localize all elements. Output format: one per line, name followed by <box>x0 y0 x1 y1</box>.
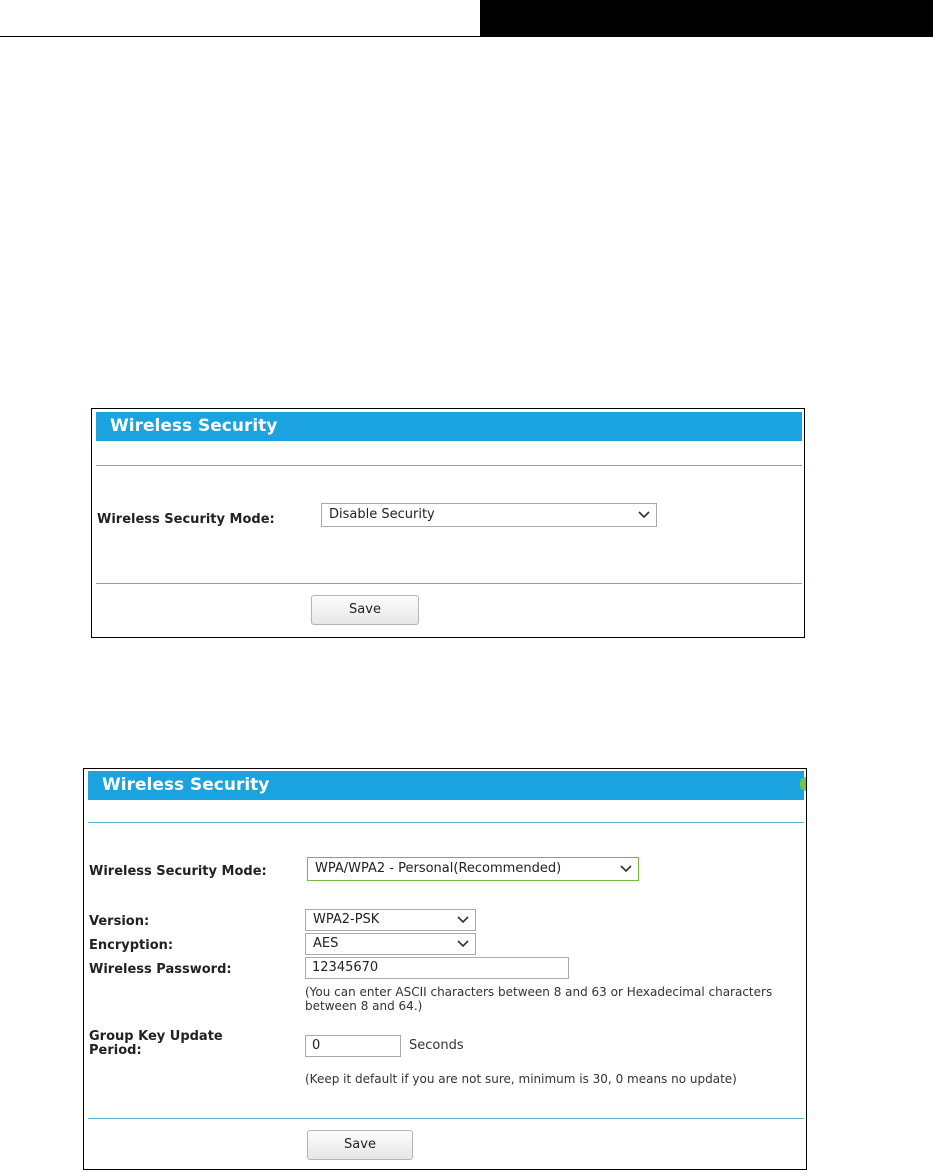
security-mode-value: WPA/WPA2 - Personal(Recommended) <box>315 861 562 876</box>
chevron-down-icon <box>457 938 469 950</box>
group-key-hint: (Keep it default if you are not sure, minimum is 30, 0 means no update) <box>305 1072 737 1086</box>
security-mode-select[interactable] <box>307 857 639 881</box>
group-key-label-line1: Group Key Update <box>89 1029 223 1044</box>
version-label: Version: <box>89 914 150 929</box>
version-value: WPA2-PSK <box>313 912 380 927</box>
version-select[interactable] <box>305 909 476 931</box>
group-key-period-input[interactable]: 0 <box>305 1035 401 1057</box>
security-mode-select[interactable] <box>321 503 657 527</box>
page-header-rule <box>0 36 480 37</box>
encryption-value: AES <box>313 936 339 951</box>
password-hint-line2: between 8 and 64.) <box>305 999 423 1013</box>
password-label: Wireless Password: <box>89 962 232 977</box>
encryption-label: Encryption: <box>89 938 174 953</box>
chevron-down-icon <box>620 863 632 875</box>
save-button[interactable]: Save <box>311 595 419 625</box>
security-mode-label: Wireless Security Mode: <box>89 864 267 879</box>
divider <box>88 822 804 823</box>
divider <box>96 465 802 466</box>
password-hint-line1: (You can enter ASCII characters between 8 and 63 or Hexadecimal characters <box>305 985 773 999</box>
save-button[interactable]: Save <box>307 1130 413 1160</box>
chevron-down-icon <box>457 914 469 926</box>
security-mode-value: Disable Security <box>329 507 435 522</box>
group-key-unit: Seconds <box>409 1038 464 1053</box>
security-mode-label: Wireless Security Mode: <box>97 512 275 527</box>
wireless-security-panel-disabled <box>91 408 805 638</box>
encryption-select[interactable] <box>305 933 476 955</box>
wireless-security-panel-wpa <box>83 768 807 1170</box>
panel-title: Wireless Security <box>96 412 802 441</box>
chevron-down-icon <box>638 509 650 521</box>
scroll-accent-icon <box>800 777 806 791</box>
divider <box>96 583 802 584</box>
group-key-label-line2: Period: <box>89 1043 142 1058</box>
page-header-block <box>480 0 933 37</box>
divider <box>88 1118 804 1119</box>
panel-title: Wireless Security <box>88 771 804 800</box>
wireless-password-input[interactable]: 12345670 <box>305 957 569 979</box>
